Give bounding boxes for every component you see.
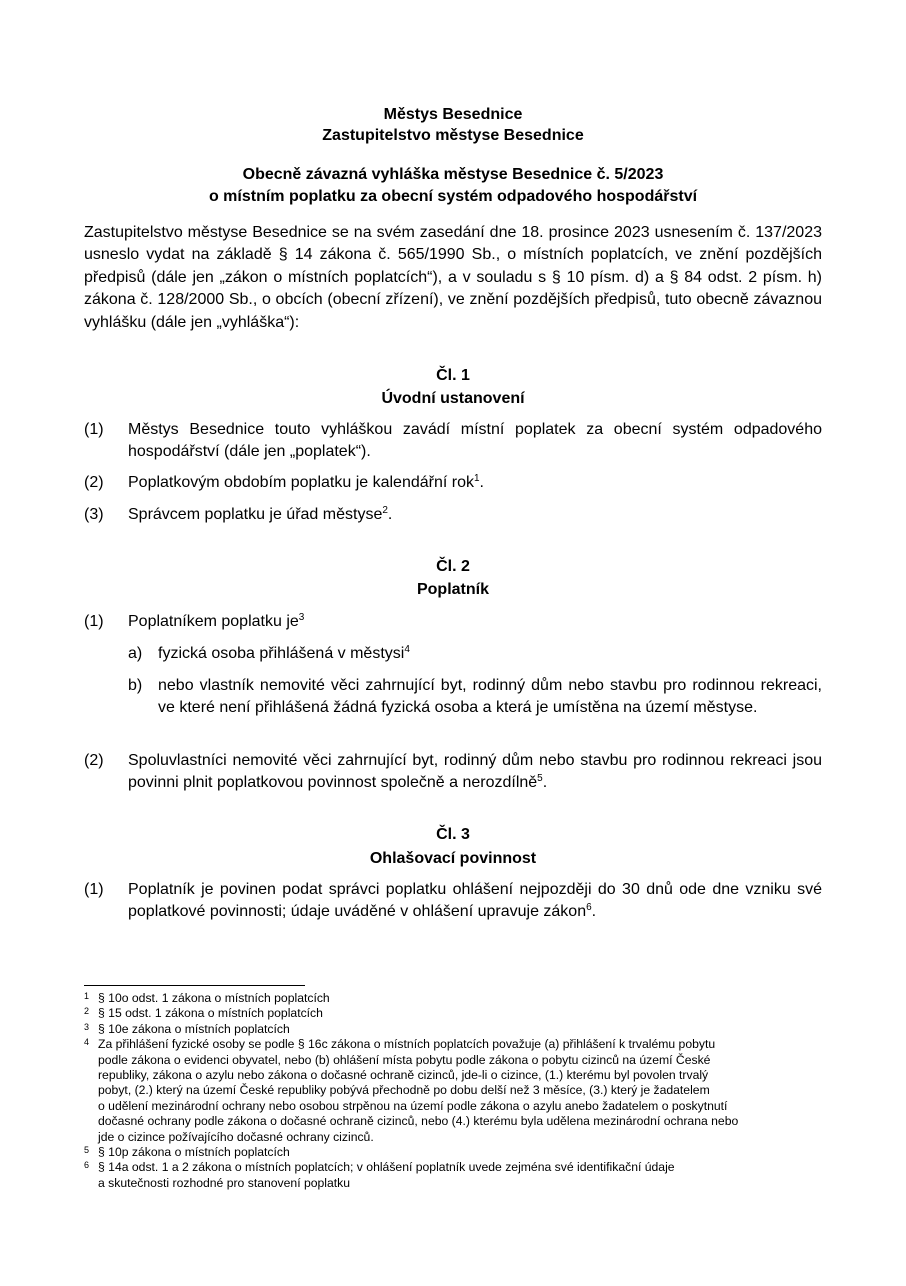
article-2-title: Poplatník [416, 581, 489, 598]
council-name: Zastupitelstvo městyse Besednice [322, 127, 584, 144]
article-1-paragraph-3 [84, 504, 822, 526]
paragraph-text: Správcem poplatku je úřad městyse [128, 506, 383, 523]
footnote-text: § 10e zákona o místních poplatcích [98, 1021, 290, 1036]
footnote-mark: 3 [84, 1021, 90, 1032]
footnote-text: o udělení mezinárodní ochrany nebo osobou strpěnou na území podle zákona o azylu anebo žadatelem o poskytnutí [98, 1098, 728, 1113]
footnote-6 [84, 1160, 824, 1191]
footnote-text: § 14a odst. 1 a 2 zákona o místních poplatcích; v ohlášení poplatník uvede zejména své identifikační údaje [98, 1160, 675, 1175]
paragraph-end: . [591, 903, 597, 920]
decree-subject: o místním poplatku za obecní systém odpadového hospodářství [208, 188, 698, 205]
footnote-text: dočasné ochrany podle zákona o dočasné ochraně cizinců, nebo (4.) kterému byla udělena mezinárodní ochrana nebo [98, 1114, 739, 1129]
paragraph-number: (3) [84, 506, 104, 523]
article-2-number: Čl. 2 [436, 558, 470, 575]
article-1-paragraph-1 [84, 419, 822, 463]
footnote-1 [84, 991, 824, 1006]
paragraph-text: Městys Besednice touto vyhláškou zavádí místní poplatek za obecní systém odpadového hospodářství (dále jen „poplatek“). [128, 421, 822, 460]
paragraph-end: . [387, 506, 393, 523]
footnote-mark: 2 [84, 1006, 90, 1017]
footnote-text: § 15 odst. 1 zákona o místních poplatcích [98, 1006, 323, 1021]
footnote-text: a skutečnosti rozhodné pro stanovení poplatku [98, 1175, 351, 1190]
paragraph-number: (1) [84, 421, 104, 438]
footnote-ref: 2 [382, 505, 388, 516]
item-letter: a) [128, 645, 143, 662]
paragraph-text: Poplatník je povinen podat správci poplatku ohlášení nejpozději do 30 dnů ode dne vzniku své poplatkové povinnosti; údaje uváděné v ohlášení upravuje zákon [128, 881, 822, 920]
item-text: fyzická osoba přihlášená v městysi [158, 645, 405, 662]
footnote-separator [84, 985, 305, 986]
paragraph-end: . [479, 474, 484, 491]
article-3-title: Ohlašovací povinnost [369, 850, 537, 867]
paragraph-text: Spoluvlastníci nemovité věci zahrnující byt, rodinný dům nebo stavbu pro rodinnou rekreaci jsou povinni plnit poplatkovou povinnost společně a nerozdílně [128, 752, 822, 791]
footnote-text: § 10p zákona o místních poplatcích [98, 1145, 290, 1160]
footnote-text: § 10o odst. 1 zákona o místních poplatcích [98, 991, 330, 1005]
paragraph-number: (2) [84, 474, 104, 491]
footnote-2 [84, 1006, 824, 1021]
footnote-mark: 1 [84, 991, 90, 1001]
footnote-mark: 5 [84, 1145, 90, 1156]
footnote-ref: 6 [586, 902, 592, 913]
article-3-paragraph-1 [84, 879, 822, 923]
paragraph-number: (2) [84, 752, 104, 769]
article-2-item-b [128, 675, 822, 719]
footnote-text: podle zákona o evidenci obyvatel, nebo (b) ohlášení místa pobytu podle zákona o pobytu cizinců na území České [98, 1052, 711, 1067]
article-2-paragraph-1 [84, 611, 822, 633]
footnote-4 [84, 1037, 824, 1145]
footnotes [84, 991, 824, 1191]
preamble: Zastupitelstvo městyse Besednice se na svém zasedání dne 18. prosince 2023 usnesením č. 137/2023 usneslo vydat na základě § 14 zákona č. 565/1990 Sb., o místních poplatcích, ve znění pozdějších předpisů (dále jen „zákon o místních poplatcích“), a v souladu s § 10 písm. d) a § 84 odst. 2 písm. h) zákona č. 128/2000 Sb., o obcích (obecní zřízení), ve znění pozdějších předpisů, tuto obecně závaznou vyhlášku (dále jen „vyhláška“): [84, 224, 822, 331]
paragraph-text: Poplatkovým obdobím poplatku je kalendářní rok [128, 474, 474, 491]
footnote-text: Za přihlášení fyzické osoby se podle § 16c zákona o místních poplatcích považuje (a) přihlášení k trvalému pobytu [98, 1037, 716, 1052]
footnote-mark: 4 [84, 1037, 90, 1048]
footnote-5 [84, 1145, 824, 1160]
footnote-ref: 3 [298, 612, 305, 623]
footnote-ref: 4 [404, 644, 410, 655]
article-2-paragraph-2 [84, 750, 822, 794]
footnote-text: republiky, zákona o azylu nebo zákona o dočasné ochraně cizinců, jde-li o cizince, (1.) kterému byl povolen trvalý [98, 1068, 709, 1083]
article-3-number: Čl. 3 [436, 826, 470, 843]
paragraph-number: (1) [84, 613, 104, 630]
paragraph-end: . [542, 774, 548, 791]
article-1-paragraph-2 [84, 472, 822, 494]
decree-title: Obecně závazná vyhláška městyse Besednice č. 5/2023 [242, 166, 664, 183]
article-1-number: Čl. 1 [436, 367, 470, 384]
footnote-3 [84, 1022, 824, 1037]
item-text: nebo vlastník nemovité věci zahrnující byt, rodinný dům nebo stavbu pro rodinnou rekreaci, ve které není přihlášená žádná fyzická osoba a která je umístěna na území městyse. [158, 677, 822, 716]
paragraph-number: (1) [84, 881, 104, 898]
article-1-title: Úvodní ustanovení [381, 390, 525, 407]
footnote-text: pobyt, (2.) který na území České republiky pobývá přechodně po dobu delší než 3 měsíce, (3.) který je žadatelem [98, 1083, 710, 1098]
footnote-ref: 5 [537, 773, 543, 784]
footnote-mark: 6 [84, 1160, 90, 1171]
paragraph-text: Poplatníkem poplatku je [128, 613, 299, 630]
footnote-ref: 1 [473, 473, 480, 484]
footnote-text: jde o cizince požívajícího dočasné ochrany cizinců. [98, 1129, 374, 1144]
municipality-name: Městys Besednice [383, 106, 523, 123]
article-2-item-a [128, 643, 822, 665]
item-letter: b) [128, 677, 143, 694]
